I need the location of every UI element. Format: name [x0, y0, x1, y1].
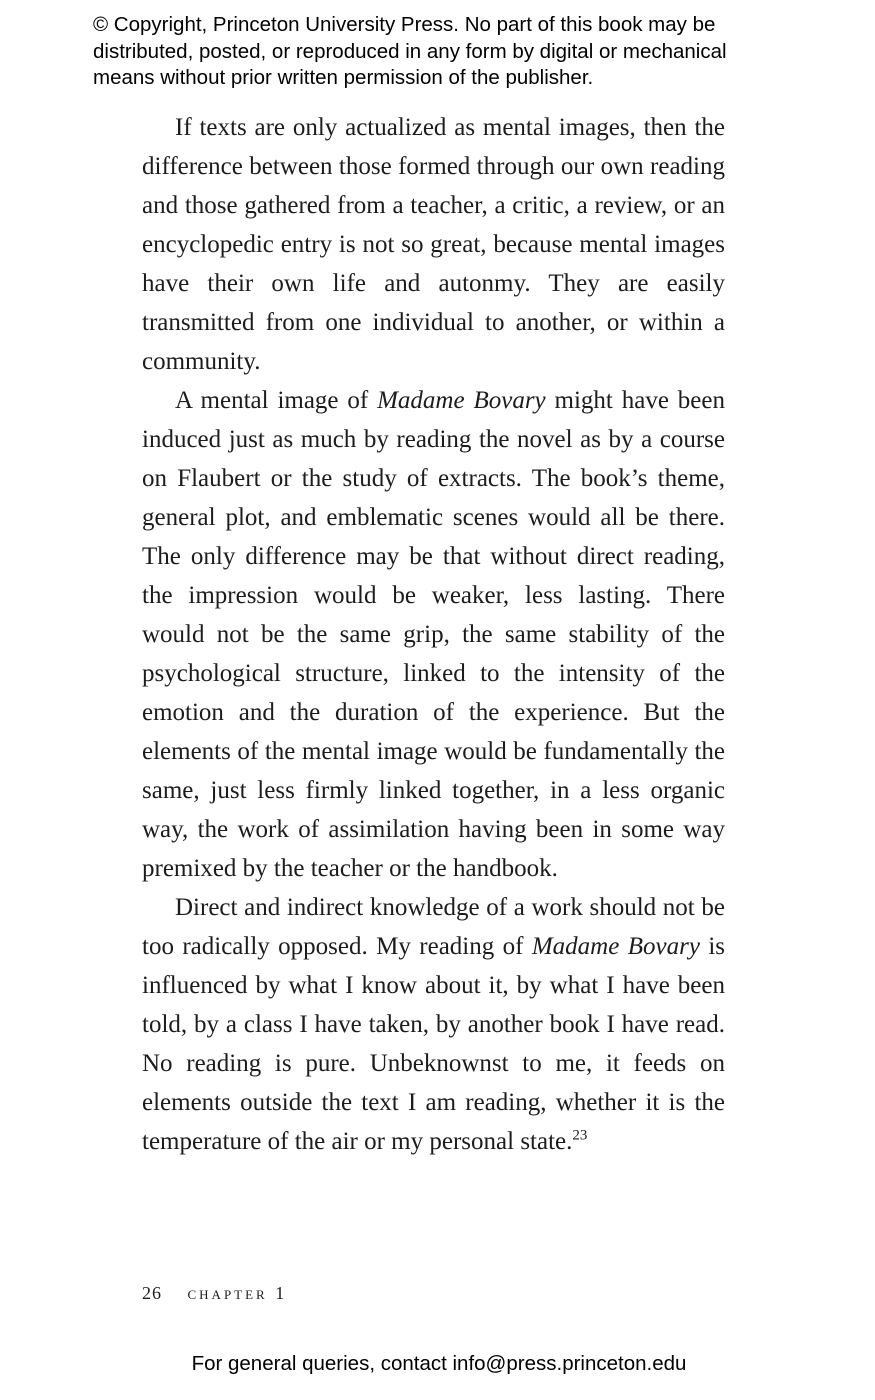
contact-footer: For general queries, contact info@press.princeton.edu [191, 1352, 687, 1375]
paragraph-3-text-after: is influenced by what I know about it, by what I have been told, by a class I have taken, by another book I have read. No reading is pure. Unbeknownst to me, it feeds on elements outside the text I am reading, whether it is the temperature of the air or my personal state. [142, 933, 725, 1155]
paragraph-3 [142, 888, 725, 1161]
footnote-reference: 23 [572, 1127, 588, 1144]
copyright-line-1: © Copyright, Princeton University Press. No part of this book may be [93, 13, 716, 36]
paragraph-3-text-before: Direct and indirect knowledge of a work should not be too radically opposed. My reading of [142, 894, 725, 960]
page-folio [142, 1283, 287, 1304]
paragraph-2-text-after: might have been induced just as much by reading the novel as by a course on Flaubert or the study of extracts. The book’s theme, general plot, and emblematic scenes would all be there. The only difference may be that without direct reading, the impression would be weaker, less lasting. There would not be the same grip, the same stability of the psychological structure, linked to the intensity of the emotion and the duration of the experience. But the elements of the mental image would be fundamentally the same, just less firmly linked together, in a less organic way, the work of assimilation having been in some way premixed by the teacher or the handbook. [142, 387, 725, 882]
running-head-chapter: chapter 1 [187, 1283, 288, 1303]
paragraph-1-text: If texts are only actualized as mental images, then the difference between those formed through our own reading and those gathered from a teacher, a critic, a review, or an encyclopedic entry is not so great, because mental images have their own life and autonmy. They are easily transmitted from one individual to another, or within a community. [142, 114, 725, 375]
copyright-line-3: means without prior written permission of the publisher. [93, 66, 594, 89]
body-text [142, 108, 725, 1161]
copyright-notice [93, 12, 853, 92]
paragraph-2-text-before: A mental image of [175, 387, 378, 414]
copyright-line-2: distributed, posted, or reproduced in any form by digital or mechanical [93, 39, 727, 63]
paragraph-1 [142, 108, 725, 381]
book-title-italic: Madame Bovary [377, 387, 546, 414]
paragraph-2 [142, 381, 725, 888]
page-number: 26 [142, 1283, 162, 1303]
book-title-italic: Madame Bovary [531, 933, 700, 960]
